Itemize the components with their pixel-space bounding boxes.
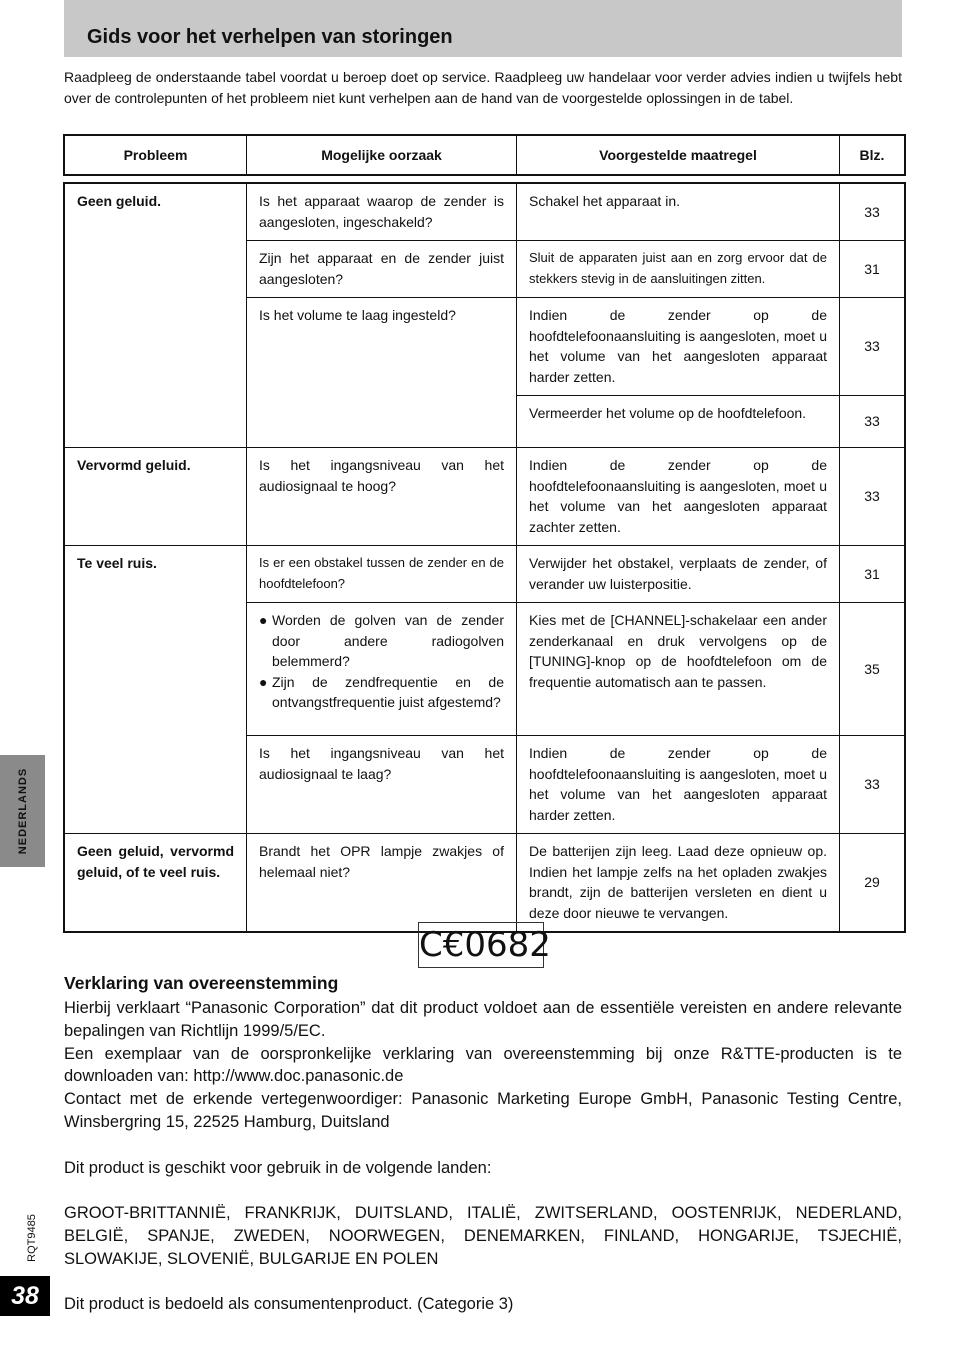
declaration-text — [64, 997, 902, 1316]
page-cell: 33 — [840, 396, 905, 448]
table-row — [65, 184, 905, 241]
fix-cell: De batterijen zijn leeg. Laad deze opnieuw op. Indien het lampje zelfs na het opladen zwakjes brandt, zijn de batterijen versleten en dient u deze door nieuwe te vervangen. — [517, 834, 840, 932]
table-row — [65, 546, 905, 603]
fix-cell: Vermeerder het volume op de hoofdtelefoon. — [517, 396, 840, 448]
problem-cell: Geen geluid, vervormd geluid, of te veel ruis. — [65, 834, 247, 932]
list-item: ● Zijn de zendfrequentie en de ontvangstfrequentie juist afgestemd? — [259, 673, 504, 710]
cause-cell: Is het ingangsniveau van het audiosignaal te laag? — [247, 736, 517, 834]
declaration-paragraph: Hierbij verklaart “Panasonic Corporation” dat dit product voldoet aan de essentiële vereisten en andere relevante bepalingen van Richtlijn 1999/5/EC. — [64, 999, 902, 1040]
cause-cell — [247, 603, 517, 736]
page-cell: 33 — [840, 298, 905, 396]
header-probleem: Probleem — [65, 136, 247, 175]
fix-cell: Verwijder het obstakel, verplaats de zender, of verander uw luisterpositie. — [517, 546, 840, 603]
cause-cell: Is het volume te laag ingesteld? — [247, 298, 517, 448]
header-blz: Blz. — [840, 136, 905, 175]
cause-cell: Is er een obstakel tussen de zender en de hoofdtelefoon? — [247, 546, 517, 603]
fix-cell: Sluit de apparaten juist aan en zorg ervoor dat de stekkers stevig in de aansluitingen zitten. — [517, 241, 840, 298]
document-code: RQT9485 — [26, 1214, 38, 1262]
page-cell: 33 — [840, 448, 905, 546]
troubleshooting-table — [64, 183, 905, 932]
bullet-icon: ● — [259, 673, 268, 690]
page-cell: 31 — [840, 241, 905, 298]
problem-cell: Geen geluid. — [65, 184, 247, 448]
cause-cell: Zijn het apparaat en de zender juist aangesloten? — [247, 241, 517, 298]
language-label: NEDERLANDS — [16, 767, 29, 855]
page-cell: 31 — [840, 546, 905, 603]
header-maatregel: Voorgestelde maatregel — [517, 136, 840, 175]
declaration-heading: Verklaring van overeenstemming — [64, 973, 339, 993]
page-cell: 33 — [840, 184, 905, 241]
header-oorzaak: Mogelijke oorzaak — [247, 136, 517, 175]
page-cell: 35 — [840, 603, 905, 736]
fix-cell: Indien de zender op de hoofdtelefoonaansluiting is aangesloten, moet u het volume van het aangesloten apparaat harder zetten. — [517, 298, 840, 396]
ce-mark-logo: C€0682 — [418, 922, 544, 968]
cause-bullet-list — [259, 610, 504, 713]
bullet-icon: ● — [259, 612, 268, 628]
declaration-paragraph: Een exemplaar van de oorspronkelijke verklaring van overeenstemming bij onze R&TTE-producten is te downloaden van: http://www.doc.panasonic.de — [64, 1044, 902, 1086]
page-cell: 33 — [840, 736, 905, 834]
fix-cell: Kies met de [CHANNEL]-schakelaar een ander zenderkanaal en druk vervolgens op de [TUNING]-knop op de hoofdtelefoon om de frequentie automatisch aan te passen. — [517, 603, 840, 736]
table-row — [65, 448, 905, 546]
table-header — [64, 135, 905, 175]
table-row — [65, 834, 905, 932]
declaration-paragraph: Contact met de erkende vertegenwoordiger: Panasonic Marketing Europe GmbH, Panasonic Testing Centre, Winsbergring 15, 22525 Hamburg, Duitsland — [64, 1090, 902, 1131]
page-number: 38 — [0, 1276, 50, 1316]
declaration-paragraph: Dit product is bedoeld als consumentenproduct. (Categorie 3) — [64, 1295, 514, 1314]
title-bar — [64, 0, 902, 57]
language-side-tab — [0, 755, 45, 867]
cause-cell: Brandt het OPR lampje zwakjes of helemaal niet? — [247, 834, 517, 932]
problem-cell: Te veel ruis. — [65, 546, 247, 834]
country-list: GROOT-BRITTANNIË, FRANKRIJK, DUITSLAND, ITALIË, ZWITSERLAND, OOSTENRIJK, NEDERLAND, BELGIË, SPANJE, ZWEDEN, NOORWEGEN, DENEMARKEN, FINLAND, HONGARIJE, TSJECHIË, SLOWAKIJE, SLOVENIË, BULGARIJE EN POLEN — [64, 1204, 902, 1268]
fix-cell: Indien de zender op de hoofdtelefoonaansluiting is aangesloten, moet u het volume van het aangesloten apparaat zachter zetten. — [517, 448, 840, 546]
declaration-paragraph: Dit product is geschikt voor gebruik in de volgende landen: — [64, 1158, 492, 1177]
cause-cell: Is het apparaat waarop de zender is aangesloten, ingeschakeld? — [247, 184, 517, 241]
list-item: ● Worden de golven van de zender door andere radiogolven belemmerd? — [259, 612, 504, 669]
problem-cell: Vervormd geluid. — [65, 448, 247, 546]
fix-cell: Indien de zender op de hoofdtelefoonaansluiting is aangesloten, moet u het volume van het aangesloten apparaat harder zetten. — [517, 736, 840, 834]
cause-cell: Is het ingangsniveau van het audiosignaal te hoog? — [247, 448, 517, 546]
fix-cell: Schakel het apparaat in. — [517, 184, 840, 241]
page-title: Gids voor het verhelpen van storingen — [87, 26, 453, 48]
page-cell: 29 — [840, 834, 905, 932]
intro-text: Raadpleeg de onderstaande tabel voordat u beroep doet op service. Raadpleeg uw handelaar voor verder advies indien u twijfels hebt over de controlepunten of het probleem niet kunt verhelpen aan de hand van de voorgestelde oplossingen in de tabel. — [64, 69, 902, 106]
